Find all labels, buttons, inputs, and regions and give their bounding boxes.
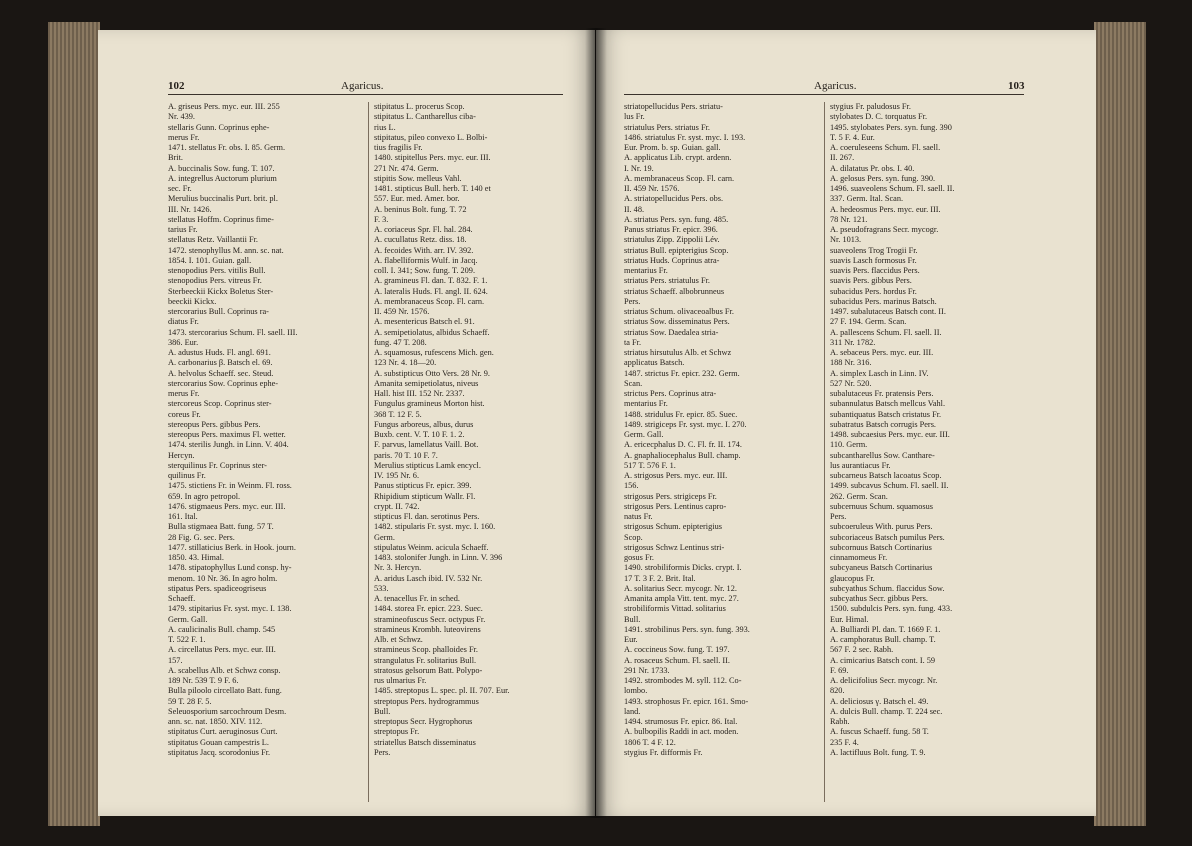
text-line: A. striatopellucidus Pers. obs. — [624, 194, 724, 204]
text-line: F. parvus, lamellatus Vaill. Bot. — [374, 440, 479, 450]
text-line: beeckii Kickx. — [168, 296, 217, 306]
text-line: A. scabellus Alb. et Schwz consp. — [168, 665, 281, 675]
text-line: Amanita semipetiolatus, niveus — [374, 378, 479, 388]
text-line: coll. I. 341; Sow. fung. T. 209. — [374, 266, 476, 275]
right-column-divider — [824, 102, 825, 802]
text-line: 78 Nr. 121. — [830, 214, 868, 224]
text-line: stercoreus Scop. Coprinus ster- — [168, 399, 272, 409]
text-line: Eur. Prom. b. sp. Guian. gall. — [624, 143, 721, 152]
text-line: coreus Fr. — [168, 409, 201, 419]
text-line: stramineus Scop. phalloides Fr. — [374, 645, 478, 655]
text-line: A. bulbopilis Raddi in act. moden. — [624, 727, 739, 737]
text-line: stramineus Krombh. luteovirens — [374, 624, 481, 634]
text-line: mentarius Fr. — [624, 266, 668, 275]
text-line: merus Fr. — [168, 132, 200, 142]
text-line: glaucopus Fr. — [830, 573, 875, 583]
text-line: 1498. subcaesius Pers. myc. eur. III. — [830, 430, 950, 439]
text-line: II. 459 Nr. 1576. — [374, 307, 430, 316]
text-line: subcantharellus Sow. Canthare- — [830, 450, 935, 460]
text-line: striatellus Batsch disseminatus — [374, 737, 476, 747]
text-line: suavis Pers. gibbus Pers. — [830, 276, 912, 286]
text-line: A. strigosus Pers. myc. eur. III. — [624, 471, 728, 480]
text-line: merus Fr. — [168, 389, 200, 398]
right-header-rule — [624, 94, 1024, 95]
text-line: tarius Fr. — [168, 225, 198, 234]
text-line: 59 T. 28 F. 5. — [168, 696, 212, 706]
text-line: cinnamomeus Fr. — [830, 553, 888, 562]
text-line: stenopodius Pers. vitilis Bull. — [168, 266, 266, 275]
text-line: Merulius stipticus Lamk encycl. — [374, 460, 481, 470]
right-page-number: 103 — [1008, 80, 1025, 92]
text-line: strigosus Schwz Lentinus stri- — [624, 542, 725, 552]
text-line: A. dulcis Bull. champ. T. 224 sec. — [830, 706, 943, 716]
text-line: 567 F. 2 sec. Rabh. — [830, 645, 894, 655]
text-line: Rhipidium stipticum Wallr. Fl. — [374, 491, 476, 501]
text-line: Hercyn. — [168, 450, 195, 460]
left-column-2 — [374, 102, 570, 758]
text-line: 1481. stipticus Bull. herb. T. 140 et — [374, 184, 491, 193]
text-line: 271 Nr. 474. Germ. — [374, 163, 439, 173]
text-line: strigosus Schum. epipterigius — [624, 522, 722, 532]
text-line: A. ericecphalus D. C. Fl. fr. II. 174. — [624, 440, 742, 450]
text-line: A. carbonarius β. Batsch el. 69. — [168, 358, 273, 368]
text-line: A. circellatus Pers. myc. eur. III. — [168, 645, 276, 655]
text-line: Panus stipticus Fr. epicr. 399. — [374, 481, 472, 491]
text-line: Rabh. — [830, 717, 850, 726]
right-column-2 — [830, 102, 1026, 758]
right-running-head: Agaricus. — [814, 80, 857, 92]
text-line: Eur. Himal. — [830, 614, 869, 624]
text-line: 527 Nr. 520. — [830, 378, 872, 388]
text-line: A. flabelliformis Wulf. in Jacq. — [374, 255, 478, 265]
text-line: T. 522 F. 1. — [168, 635, 206, 644]
text-line: Sterbeeckii Kickx Boletus Ster- — [168, 286, 274, 296]
text-line: lombo. — [624, 686, 648, 696]
text-line: 1495. stylobates Pers. syn. fung. 390 — [830, 122, 952, 132]
text-line: quilinus Fr. — [168, 471, 206, 480]
text-line: A. striatus Pers. syn. fung. 485. — [624, 214, 729, 224]
text-line: Fungus arboreus, albus, durus — [374, 419, 474, 429]
text-line: Nr. 1013. — [830, 235, 862, 245]
text-line: paris. 70 T. 10 F. 7. — [374, 450, 438, 460]
text-line: A. camphoratus Bull. champ. T. — [830, 635, 936, 644]
text-line: A. gnaphaliocephalus Bull. champ. — [624, 450, 741, 460]
text-line: A. helvolus Schaeff. sec. Steud. — [168, 368, 274, 378]
text-line: suavis Pers. flaccidus Pers. — [830, 266, 920, 275]
text-line: subcyathus Schum. flaccidus Sow. — [830, 583, 945, 593]
text-line: 188 Nr. 316. — [830, 358, 872, 368]
text-line: 1500. subdulcis Pers. syn. fung. 433. — [830, 604, 953, 614]
text-line: fung. 47 T. 208. — [374, 337, 427, 347]
text-line: Germ. — [374, 532, 395, 542]
text-line: II. 267. — [830, 153, 855, 163]
text-line: Bull. — [624, 614, 641, 624]
text-line: tius fragilis Fr. — [374, 143, 423, 152]
text-line: 1482. stipularis Fr. syst. myc. I. 160. — [374, 522, 496, 532]
text-line: A. coccineus Sow. fung. T. 197. — [624, 645, 730, 655]
text-line: A. sebaceus Pers. myc. eur. III. — [830, 348, 934, 357]
text-line: 262. Germ. Scan. — [830, 491, 888, 501]
text-line: Pers. — [374, 747, 391, 757]
text-line: subannulatus Batsch mellcus Vahl. — [830, 399, 946, 409]
text-line: lus Fr. — [624, 112, 645, 122]
text-line: 1484. storea Fr. epicr. 223. Suec. — [374, 604, 483, 614]
text-line: A. solitarius Secr. mycogr. Nr. 12. — [624, 583, 737, 593]
text-line: I. Nr. 19. — [624, 163, 654, 173]
book-gutter — [585, 28, 607, 818]
text-line: A. pseudofragrans Secr. mycogr. — [830, 225, 939, 234]
text-line: A. pallescens Schum. Fl. saell. II. — [830, 327, 942, 337]
text-line: mentarius Fr. — [624, 399, 668, 409]
text-line: strigosus Pers. strigiceps Fr. — [624, 491, 717, 501]
text-line: A. rosaceus Schum. Fl. saell. II. — [624, 655, 730, 665]
text-line: 1485. streptopus L. spec. pl. II. 707. Eur. — [374, 686, 510, 696]
text-line: subatratus Batsch corrugis Pers. — [830, 419, 936, 429]
text-line: Bulla stigmaea Batt. fung. 57 T. — [168, 522, 274, 532]
text-line: Pers. — [624, 296, 641, 306]
text-line: Alb. et Schwz. — [374, 635, 423, 644]
text-line: stipitatus L. procerus Scop. — [374, 102, 465, 111]
text-line: Germ. Gall. — [624, 430, 664, 439]
text-line: stereopus Pers. maximus Fl. wetter. — [168, 430, 286, 439]
text-line: sec. Fr. — [168, 184, 192, 193]
text-line: A. applicatus Lib. crypt. ardenn. — [624, 153, 732, 163]
text-line: 1475. stictiens Fr. in Weinm. Fl. ross. — [168, 481, 292, 491]
text-line: Germ. Gall. — [168, 614, 208, 624]
text-line: A. gramineus Fl. dan. T. 832. F. 1. — [374, 276, 488, 286]
text-line: subcarneus Batsch lacoatus Scop. — [830, 471, 942, 480]
text-line: A. coeruleseens Schum. Fl. saell. — [830, 143, 941, 152]
text-line: subcoriaceus Batsch pumilus Pers. — [830, 532, 945, 542]
left-column-1 — [168, 102, 364, 758]
text-line: stercorarius Bull. Coprinus ra- — [168, 307, 269, 316]
text-line: A. membranaceus Scop. Fl. carn. — [624, 173, 735, 183]
text-line: 1489. strigiceps Fr. syst. myc. I. 270. — [624, 419, 747, 429]
text-line: streptopus Secr. Hygrophorus — [374, 717, 473, 726]
text-line: striatus Huds. Coprinus atra- — [624, 255, 720, 265]
text-line: A. simplex Lasch in Linn. IV. — [830, 368, 929, 378]
text-line: 1492. strombodes M. syll. 112. Co- — [624, 676, 742, 685]
text-line: subcernuus Schum. squamosus — [830, 501, 934, 511]
text-line: stramineofuscus Secr. octypus Fr. — [374, 614, 486, 624]
text-line: stipitatus L. Cantharellus ciba- — [374, 112, 476, 122]
text-line: applicatus Batsch. — [624, 358, 685, 368]
text-line: 1490. strobiliformis Dicks. crypt. I. — [624, 563, 742, 573]
text-line: A. deliciosus γ. Batsch el. 49. — [830, 696, 929, 706]
text-line: subcoeruleus With. purus Pers. — [830, 522, 933, 532]
text-line: stipticus Fl. dan. serotinus Pers. — [374, 512, 480, 521]
left-page — [98, 30, 595, 816]
text-line: Panus striatus Fr. epicr. 396. — [624, 225, 718, 234]
text-line: 235 F. 4. — [830, 737, 859, 747]
text-line: IV. 195 Nr. 6. — [374, 471, 420, 480]
text-line: ann. sc. nat. 1850. XIV. 112. — [168, 717, 263, 726]
text-line: A. coriaceus Spr. Fl. hal. 284. — [374, 225, 473, 234]
right-page — [596, 30, 1096, 816]
text-line: A. substipticus Otto Vers. 28 Nr. 9. — [374, 368, 491, 378]
text-line: A. dilatatus Pr. obs. I. 40. — [830, 163, 915, 173]
text-line: A. integrellus Auctorum plurium — [168, 173, 277, 183]
text-line: 1806 T. 4 F. 12. — [624, 737, 676, 747]
text-line: A. cimicarius Batsch cont. I. 59 — [830, 655, 936, 665]
text-line: gosus Fr. — [624, 553, 654, 562]
text-line: 1854. I. 101. Guian. gall. — [168, 255, 252, 265]
text-line: A. cucullatus Retz. diss. 18. — [374, 235, 467, 245]
text-line: 1477. stillaticius Berk. in Hook. journ. — [168, 542, 296, 552]
text-line: Bulla piloolo circellato Batt. fung. — [168, 686, 282, 696]
text-line: 368 T. 12 F. 5. — [374, 409, 422, 419]
text-line: A. aridus Lasch ibid. IV. 532 Nr. — [374, 573, 483, 583]
text-line: 1471. stellatus Fr. obs. I. 85. Germ. — [168, 143, 286, 152]
text-line: A. adustus Huds. Fl. angl. 691. — [168, 348, 271, 357]
text-line: Scan. — [624, 378, 643, 388]
text-line: A. Bulliardi Pl. dan. T. 1669 F. 1. — [830, 624, 941, 634]
text-line: 1483. stolonifer Jungh. in Linn. V. 396 — [374, 553, 503, 562]
text-line: 1850. 43. Himal. — [168, 553, 224, 562]
text-line: ta Fr. — [624, 337, 642, 347]
text-line: Nr. 439. — [168, 112, 195, 122]
text-line: stellatus Retz. Vaillantii Fr. — [168, 235, 258, 245]
text-line: suavis Lasch formosus Fr. — [830, 255, 917, 265]
text-line: Nr. 3. Hercyn. — [374, 563, 422, 573]
text-line: 1494. strumosus Fr. epicr. 86. Ital. — [624, 717, 738, 726]
text-line: 28 Fig. G. sec. Pers. — [168, 532, 235, 542]
text-line: F. 3. — [374, 214, 389, 224]
text-line: natus Fr. — [624, 512, 653, 521]
text-line: Eur. — [624, 635, 638, 644]
text-line: stercorarius Sow. Coprinus ephe- — [168, 378, 279, 388]
text-line: 1499. subcavus Schum. Fl. saell. II. — [830, 481, 949, 491]
text-line: 517 T. 576 F. 1. — [624, 460, 676, 470]
text-line: crypt. II. 742. — [374, 501, 420, 511]
text-line: stereopus Pers. gibbus Pers. — [168, 419, 261, 429]
text-line: 189 Nr. 539 T. 9 F. 6. — [168, 676, 239, 685]
text-line: Amanita ampla Vitt. tent. myc. 27. — [624, 594, 739, 603]
text-line: stipitatus Jacq. scorodonius Fr. — [168, 747, 271, 757]
text-line: striatus Schaeff. albobrunneus — [624, 286, 725, 296]
text-line: 311 Nr. 1782. — [830, 337, 876, 347]
text-line: T. 5 F. 4. Eur. — [830, 132, 875, 142]
text-line: subcornuus Batsch Cortinarius — [830, 542, 932, 552]
text-line: 27 F. 194. Germ. Scan. — [830, 317, 907, 327]
text-line: 1480. stipitellus Pers. myc. eur. III. — [374, 153, 491, 163]
text-line: stygius Fr. paludosus Fr. — [830, 102, 911, 111]
text-line: 1479. stipitarius Fr. syst. myc. I. 138. — [168, 604, 292, 614]
text-line: A. squamosus, rufescens Mich. gen. — [374, 348, 494, 357]
text-line: stylobates D. C. torquatus Fr. — [830, 112, 928, 122]
text-line: stipulatus Weinm. acicula Schaeff. — [374, 542, 489, 552]
text-line: 1488. stridulus Fr. epicr. 85. Suec. — [624, 409, 738, 419]
text-line: strangulatus Fr. solitarius Bull. — [374, 655, 477, 665]
text-line: stipatus Pers. spadiceogriseus — [168, 583, 267, 593]
book-right-edge — [1094, 22, 1146, 826]
text-line: 533. — [374, 583, 389, 593]
text-line: 123 Nr. 4. 18—20. — [374, 358, 437, 368]
book-left-edge — [48, 22, 100, 826]
text-line: sterquilinus Fr. Coprinus ster- — [168, 460, 267, 470]
text-line: 157. — [168, 655, 183, 665]
text-line: land. — [624, 706, 641, 716]
text-line: Merulius buccinalis Purt. brit. pl. — [168, 194, 278, 204]
text-line: stipitatus, pileo convexo L. Bolbi- — [374, 132, 488, 142]
text-line: 1473. stercorarius Schum. Fl. saell. III. — [168, 327, 298, 337]
text-line: A. gelosus Pers. syn. fung. 390. — [830, 173, 936, 183]
text-line: A. membranaceus Scop. Fl. carn. — [374, 296, 485, 306]
text-line: F. 69. — [830, 665, 849, 675]
text-line: A. fecoides With. arr. IV. 392. — [374, 245, 474, 255]
text-line: striatus Bull. epipterigius Scop. — [624, 245, 729, 255]
text-line: Bull. — [374, 706, 391, 716]
text-line: subacidus Pers. marinus Batsch. — [830, 296, 937, 306]
text-line: striatus hirsutulus Alb. et Schwz — [624, 348, 732, 357]
text-line: 1478. stipatophyllus Lund consp. hy- — [168, 563, 292, 573]
text-line: 1474. sterilis Jungh. in Linn. V. 404. — [168, 440, 289, 450]
text-line: rus ulmarius Fr. — [374, 676, 427, 685]
text-line: striatulus Zipp. Zippolii Lév. — [624, 235, 720, 245]
text-line: II. 459 Nr. 1576. — [624, 184, 680, 193]
text-line: A. delicifolius Secr. mycogr. Nr. — [830, 676, 938, 685]
text-line: 291 Nr. 1733. — [624, 665, 670, 675]
text-line: A. tenacellus Fr. in sched. — [374, 594, 460, 603]
text-line: 1497. subalutaceus Batsch cont. II. — [830, 307, 946, 316]
text-line: stenopodius Pers. vitreus Fr. — [168, 276, 262, 286]
text-line: Brit. — [168, 153, 183, 163]
text-line: strigosus Pers. Lentinus capro- — [624, 501, 727, 511]
text-line: Schaeff. — [168, 594, 196, 603]
text-line: Pers. — [830, 512, 847, 521]
text-line: stipitis Sow. melleus Vahl. — [374, 173, 462, 183]
left-page-number: 102 — [168, 80, 185, 92]
text-line: Hall. hist III. 152 Nr. 2337. — [374, 389, 465, 398]
text-line: A. griseus Pers. myc. eur. III. 255 — [168, 102, 280, 111]
text-line: 557. Eur. med. Amer. bor. — [374, 194, 460, 204]
left-header-rule — [168, 94, 563, 95]
text-line: lus aurantiacus Fr. — [830, 460, 891, 470]
left-column-divider — [368, 102, 369, 802]
text-line: 161. Ital. — [168, 512, 198, 521]
text-line: Fungulus gramineus Morton hist. — [374, 399, 485, 409]
text-line: A. lateralis Huds. Fl. angl. II. 624. — [374, 286, 488, 296]
text-line: diatus Fr. — [168, 317, 199, 327]
text-line: stygius Fr. difformis Fr. — [624, 747, 703, 757]
text-line: III. Nr. 1426. — [168, 204, 212, 214]
text-line: A. caulicinalis Bull. champ. 545 — [168, 624, 276, 634]
text-line: A. semipetiolatus, albidus Schaeff. — [374, 327, 490, 337]
text-line: subacidus Pers. hordus Fr. — [830, 286, 917, 296]
text-line: subcyathus Secr. gibbus Pers. — [830, 594, 928, 603]
text-line: strobiliformis Vittad. solitarius — [624, 604, 726, 614]
text-line: striatus Pers. striatulus Fr. — [624, 276, 710, 286]
text-line: 1496. suaveolens Schum. Fl. saell. II. — [830, 184, 955, 193]
text-line: stellaris Gunn. Coprinus ephe- — [168, 122, 270, 132]
text-line: subalutaceus Fr. pratensis Pers. — [830, 389, 934, 398]
text-line: 1493. strophosus Fr. epicr. 161. Smo- — [624, 696, 749, 706]
text-line: 1491. strobilinus Pers. syn. fung. 393. — [624, 624, 750, 634]
text-line: Seleuosporium sarcochroum Desm. — [168, 706, 287, 716]
text-line: rius L. — [374, 122, 396, 132]
text-line: 1472. stenophyllus M. ann. sc. nat. — [168, 245, 284, 255]
text-line: striatopellucidus Pers. striatu- — [624, 102, 723, 111]
text-line: stellatus Hoffm. Coprinus fime- — [168, 214, 274, 224]
text-line: 110. Germ. — [830, 440, 868, 450]
text-line: A. fuscus Schaeff. fung. 58 T. — [830, 727, 929, 737]
text-line: Buxb. cent. V. T. 10 F. 1. 2. — [374, 430, 465, 439]
text-line: 156. — [624, 481, 639, 491]
text-line: A. mesentericus Batsch el. 91. — [374, 317, 475, 327]
text-line: 820. — [830, 686, 845, 696]
text-line: subantiquatus Batsch cristatus Fr. — [830, 409, 942, 419]
text-line: subcyaneus Batsch Cortinarius — [830, 563, 933, 573]
text-line: II. 48. — [624, 204, 645, 214]
text-line: menom. 10 Nr. 36. In agro holm. — [168, 573, 278, 583]
text-line: suaveolens Trog Trogii Fr. — [830, 245, 918, 255]
text-line: striatus Schum. olivaceoalbus Fr. — [624, 307, 734, 316]
text-line: A. beninus Bolt. fung. T. 72 — [374, 204, 467, 214]
text-line: 1476. stigmaeus Pers. myc. eur. III. — [168, 501, 286, 511]
text-line: 659. In agro petropol. — [168, 491, 241, 501]
text-line: 1486. striatulus Fr. syst. myc. I. 193. — [624, 132, 746, 142]
text-line: stipitatus Curt. aeruginosus Curt. — [168, 727, 278, 737]
text-line: Scop. — [624, 532, 643, 542]
text-line: A. lactifluus Bolt. fung. T. 9. — [830, 747, 926, 757]
text-line: striatus Sow. Daedalea stria- — [624, 327, 719, 337]
text-line: 386. Eur. — [168, 337, 199, 347]
text-line: striatulus Pers. striatus Fr. — [624, 122, 710, 132]
text-line: 17 T. 3 F. 2. Brit. Ital. — [624, 573, 696, 583]
text-line: A. buccinalis Sow. fung. T. 107. — [168, 163, 275, 173]
text-line: stratosus gelsorum Batt. Polypo- — [374, 665, 483, 675]
right-column-1 — [624, 102, 820, 758]
text-line: streptopus Pers. hydrogrammus — [374, 696, 479, 706]
text-line: stipitatus Gouan campestris L. — [168, 737, 269, 747]
text-line: 337. Germ. Ital. Scan. — [830, 194, 904, 204]
left-running-head: Agaricus. — [341, 80, 384, 92]
text-line: A. hedeosmus Pers. myc. eur. III. — [830, 204, 941, 214]
text-line: striatus Sow. disseminatus Pers. — [624, 317, 730, 327]
text-line: 1487. strictus Fr. epicr. 232. Germ. — [624, 368, 740, 378]
text-line: streptopus Fr. — [374, 727, 420, 737]
text-line: strictus Pers. Coprinus atra- — [624, 389, 717, 398]
